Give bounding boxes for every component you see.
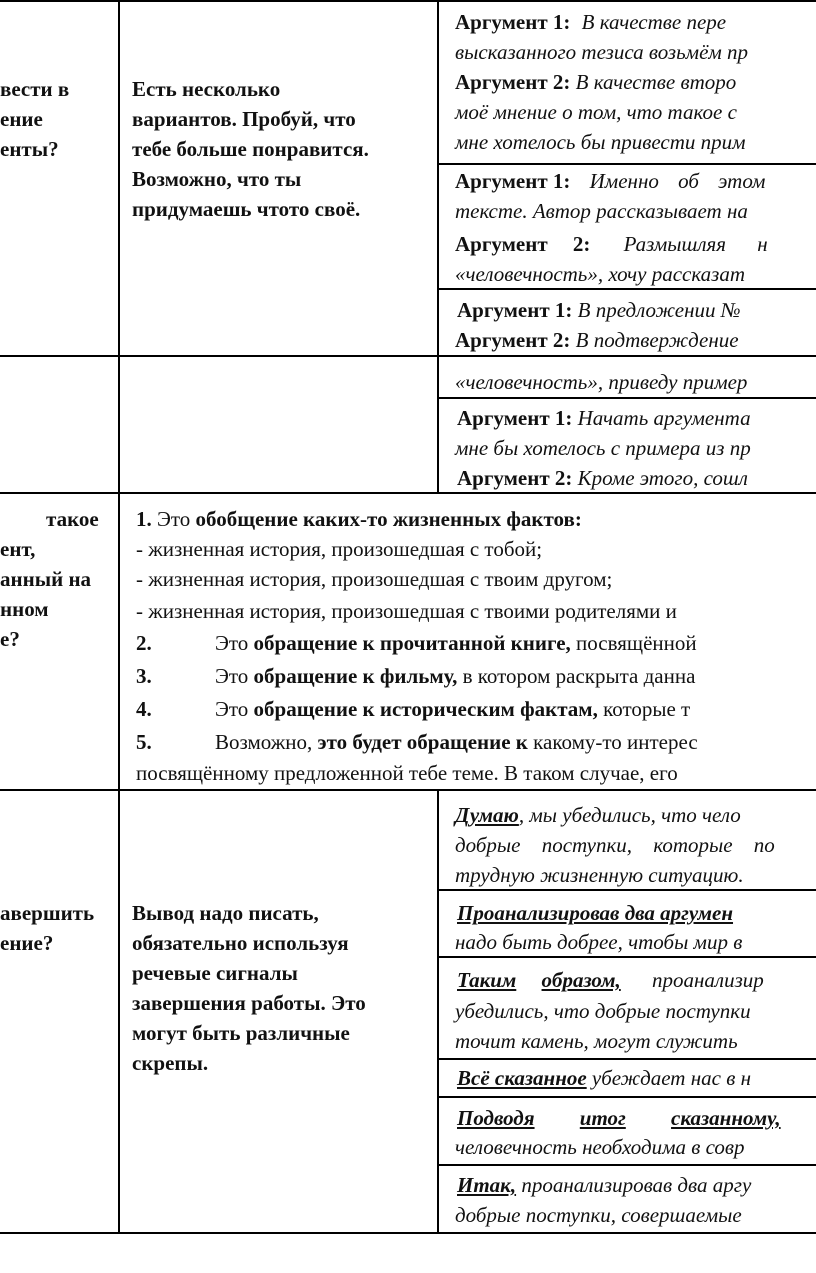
argument-word: Размышляя xyxy=(623,232,727,256)
grid-col1 xyxy=(118,0,120,1234)
argument-line xyxy=(455,229,768,259)
item-number: 5. xyxy=(136,730,152,754)
argument-line xyxy=(455,325,739,355)
argument-text: В предложении № xyxy=(577,298,741,322)
item-text: какому-то интерес xyxy=(533,730,698,754)
conclusion-text: проанализировав два аргу xyxy=(521,1173,752,1197)
argument-word: Именно xyxy=(589,169,659,193)
conclusion-line: надо быть добрее, чтобы мир в xyxy=(455,930,743,954)
item-number: 3. xyxy=(136,664,152,688)
grid-col2-bottom xyxy=(437,789,439,1234)
item-number: 1. xyxy=(136,507,152,531)
question-line: вести в xyxy=(0,77,70,101)
conclusion-line: убедились, что добрые поступки xyxy=(455,999,751,1023)
list-item xyxy=(136,661,696,691)
conclusion-line xyxy=(457,1103,781,1133)
item-emphasis: обращение к фильму, xyxy=(253,664,458,688)
item-emphasis: обращение к историческим фактам, xyxy=(253,697,598,721)
conclusion-key: Проанализировав два аргумен xyxy=(457,901,734,925)
conclusion-line xyxy=(455,800,741,830)
item-emphasis: обобщение каких-то жизненных фактов: xyxy=(195,507,582,531)
grid-row1-bottom xyxy=(0,355,816,357)
argument-line xyxy=(455,166,765,196)
question-line: авершить xyxy=(0,901,95,925)
item-body xyxy=(215,694,690,724)
hint-line: Вывод надо писать, xyxy=(132,901,319,925)
conclusion-line: добрые поступки, совершаемые xyxy=(455,1203,742,1227)
conclusion-line xyxy=(457,965,764,995)
question-line: ение? xyxy=(0,931,54,955)
hint-line: Возможно, что ты xyxy=(132,167,302,191)
item-emphasis: это будет обращение к xyxy=(317,730,528,754)
argument-word: об xyxy=(678,169,699,193)
question-line: нном xyxy=(0,597,49,621)
conclusion-word: проанализир xyxy=(652,968,764,992)
item-text: Это xyxy=(215,697,249,721)
argument-word: этом xyxy=(718,169,766,193)
argument-label: Аргумент 1: xyxy=(455,169,571,193)
question-line: енты? xyxy=(0,137,59,161)
grid-row3-bottom xyxy=(0,789,816,791)
argument-text: высказанного тезиса возьмём пр xyxy=(455,40,749,64)
grid-bottom xyxy=(0,1232,816,1234)
conclusion-key: образом, xyxy=(541,968,621,992)
question-line: анный на xyxy=(0,567,92,591)
conclusion-key: сказанному, xyxy=(671,1106,781,1130)
conclusion-key: итог xyxy=(579,1106,626,1130)
argument-text: В качестве второ xyxy=(575,70,737,94)
argument-label: Аргумент 2: xyxy=(455,328,571,352)
argument-label: Аргумент 1: xyxy=(455,10,571,34)
conclusion-line xyxy=(455,830,775,860)
list-item xyxy=(136,694,691,724)
argument-line xyxy=(457,463,748,493)
item-body xyxy=(215,628,697,658)
hint-line: Есть несколько xyxy=(132,77,281,101)
argument-line xyxy=(457,403,751,433)
question-line: е? xyxy=(0,627,20,651)
argument-line xyxy=(455,7,726,37)
item-text: Это xyxy=(215,664,249,688)
argument-word: н xyxy=(757,232,768,256)
conclusion-line xyxy=(457,1170,751,1200)
argument-text: «человечность», приведу пример xyxy=(455,370,748,394)
argument-label: Аргумент 2: xyxy=(457,466,573,490)
hint-line: скрепы. xyxy=(132,1051,209,1075)
argument-text: мне хотелось бы привести прим xyxy=(455,130,746,154)
item-text: которые т xyxy=(603,697,691,721)
conclusion-line: человечность необходима в совр xyxy=(455,1135,745,1159)
hint-line: вариантов. Пробуй, что xyxy=(132,107,356,131)
item-number: 2. xyxy=(136,631,152,655)
conclusion-word: которые xyxy=(653,833,733,857)
conclusion-line: трудную жизненную ситуацию. xyxy=(455,863,744,887)
conclusion-key: Итак, xyxy=(457,1173,517,1197)
item-body xyxy=(215,727,698,757)
hint-line: обязательно используя xyxy=(132,931,349,955)
item-text: Это xyxy=(157,507,191,531)
hint-line: могут быть различные xyxy=(132,1021,350,1045)
bullet-item: - жизненная история, произошедшая с твоим другом; xyxy=(136,567,613,591)
question-line: ент, xyxy=(0,537,36,561)
conclusion-key: Таким xyxy=(457,968,517,992)
argument-line xyxy=(457,295,741,325)
conclusion-key: Думаю xyxy=(455,803,519,827)
list-item xyxy=(136,628,697,658)
question-line: ение xyxy=(0,107,43,131)
grid-sub1 xyxy=(437,163,816,165)
conclusion-text: убеждает нас в н xyxy=(591,1066,751,1090)
conclusion-line: точит камень, могут служить xyxy=(455,1029,738,1053)
argument-label: Аргумент 1: xyxy=(457,298,573,322)
list-item xyxy=(136,504,582,534)
hint-line: тебе больше понравится. xyxy=(132,137,369,161)
item-text: Возможно, xyxy=(215,730,313,754)
conclusion-word: поступки, xyxy=(541,833,633,857)
grid-top xyxy=(0,0,816,2)
argument-text: мне бы хотелось с примера из пр xyxy=(455,436,751,460)
argument-line xyxy=(455,67,736,97)
bullet-item: - жизненная история, произошедшая с твоими родителями и xyxy=(136,599,677,623)
bullet-item: - жизненная история, произошедшая с тобой; xyxy=(136,537,543,561)
argument-text: Кроме этого, сошл xyxy=(577,466,748,490)
argument-text: моё мнение о том, что такое с xyxy=(455,100,737,124)
item-emphasis: обращение к прочитанной книге, xyxy=(253,631,571,655)
argument-text: «человечность», хочу рассказат xyxy=(455,262,746,286)
grid-sub7 xyxy=(437,1096,816,1098)
argument-label: Аргумент xyxy=(455,232,548,256)
grid-col2-top xyxy=(437,0,439,494)
argument-label: Аргумент 1: xyxy=(457,406,573,430)
argument-text: тексте. Автор рассказывает на xyxy=(455,199,748,223)
item-body xyxy=(215,661,695,691)
conclusion-text: , мы убедились, что чело xyxy=(518,803,741,827)
list-item xyxy=(136,727,698,757)
argument-label: Аргумент 2: xyxy=(455,70,571,94)
argument-text: В качестве пере xyxy=(581,10,727,34)
argument-text: Начать аргумента xyxy=(577,406,751,430)
conclusion-key: Всё сказанное xyxy=(457,1066,587,1090)
hint-line: придумаешь чтото своё. xyxy=(132,197,361,221)
conclusion-word: по xyxy=(753,833,775,857)
item-text: Это xyxy=(215,631,249,655)
grid-sub6 xyxy=(437,1058,816,1060)
grid-sub8 xyxy=(437,1164,816,1166)
conclusion-word: добрые xyxy=(455,833,521,857)
grid-sub3 xyxy=(437,397,816,399)
hint-line: речевые сигналы xyxy=(132,961,298,985)
hint-line: завершения работы. Это xyxy=(132,991,366,1015)
argument-text: В подтверждение xyxy=(575,328,739,352)
item-text: посвящённой xyxy=(576,631,697,655)
item-text: в котором раскрыта данна xyxy=(462,664,696,688)
item-number: 4. xyxy=(136,697,152,721)
conclusion-key: Подводя xyxy=(457,1106,535,1130)
argument-label: 2: xyxy=(572,232,591,256)
question-line: такое xyxy=(46,507,99,531)
conclusion-line xyxy=(457,1063,751,1093)
list-item-continuation: посвящённому предложенной тебе теме. В таком случае, его xyxy=(136,761,678,785)
